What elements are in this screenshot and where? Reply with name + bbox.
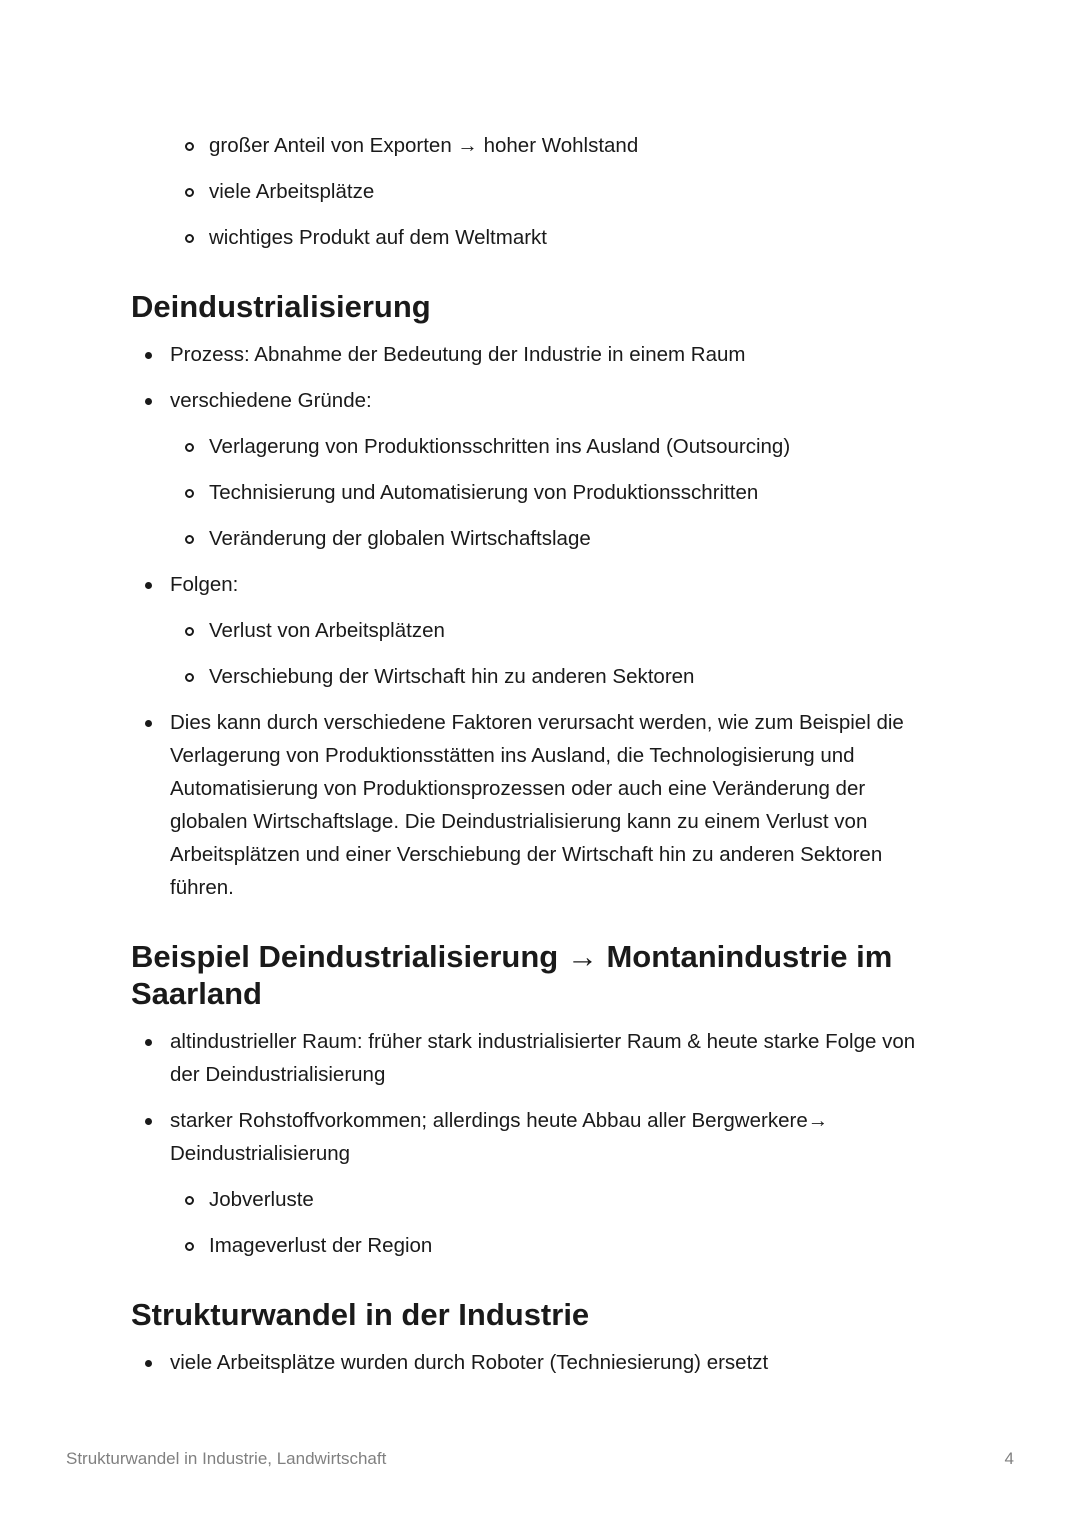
list-item: Verlust von Arbeitsplätzen <box>131 614 941 647</box>
list-item: Folgen: <box>131 568 941 601</box>
list-item: viele Arbeitsplätze wurden durch Roboter (Techniesierung) ersetzt <box>131 1346 941 1379</box>
list-item: verschiedene Gründe: <box>131 384 941 417</box>
list-item: Imageverlust der Region <box>131 1229 941 1262</box>
list-item: viele Arbeitsplätze <box>131 175 941 208</box>
strukturwandel-list <box>131 1346 941 1379</box>
list-item: Veränderung der globalen Wirtschaftslage <box>131 522 941 555</box>
list-item: großer Anteil von Exporten → hoher Wohlstand <box>131 129 941 162</box>
footer-document-title: Strukturwandel in Industrie, Landwirtschaft <box>66 1449 387 1468</box>
list-item: starker Rohstoffvorkommen; allerdings heute Abbau aller Bergwerkere→ Deindustrialisierung <box>131 1104 941 1170</box>
intro-list <box>131 129 941 254</box>
list-item: Jobverluste <box>131 1183 941 1216</box>
section-heading-deindustrialisierung: Deindustrialisierung <box>131 289 431 324</box>
section-heading-strukturwandel: Strukturwandel in der Industrie <box>131 1297 590 1332</box>
page-content <box>131 126 941 1379</box>
list-item: Verschiebung der Wirtschaft hin zu anderen Sektoren <box>131 660 941 693</box>
footer-page-number: 4 <box>1004 1449 1014 1468</box>
list-item: altindustrieller Raum: früher stark industrialisierter Raum & heute starke Folge von der Deindustrialisierung <box>131 1025 941 1091</box>
beispiel-list <box>131 1025 941 1262</box>
list-item: Verlagerung von Produktionsschritten ins Ausland (Outsourcing) <box>131 430 941 463</box>
list-item: Technisierung und Automatisierung von Produktionsschritten <box>131 476 941 509</box>
section-heading-beispiel: Beispiel Deindustrialisierung → Montanindustrie im Saarland <box>131 939 893 1011</box>
list-item-paragraph: Dies kann durch verschiedene Faktoren verursacht werden, wie zum Beispiel die Verlagerung von Produktionsstätten ins Ausland, die Technologisierung und Automatisierung von Produktionsprozessen oder auch eine Veränderung der globalen Wirtschaftslage. Die Deindustrialisierung kann zu einem Verlust von Arbeitsplätzen und einer Verschiebung der Wirtschaft hin zu anderen Sektoren führen. <box>131 706 941 904</box>
list-item: wichtiges Produkt auf dem Weltmarkt <box>131 221 941 254</box>
deindustrialisierung-list <box>131 338 941 904</box>
list-item: Prozess: Abnahme der Bedeutung der Industrie in einem Raum <box>131 338 941 371</box>
